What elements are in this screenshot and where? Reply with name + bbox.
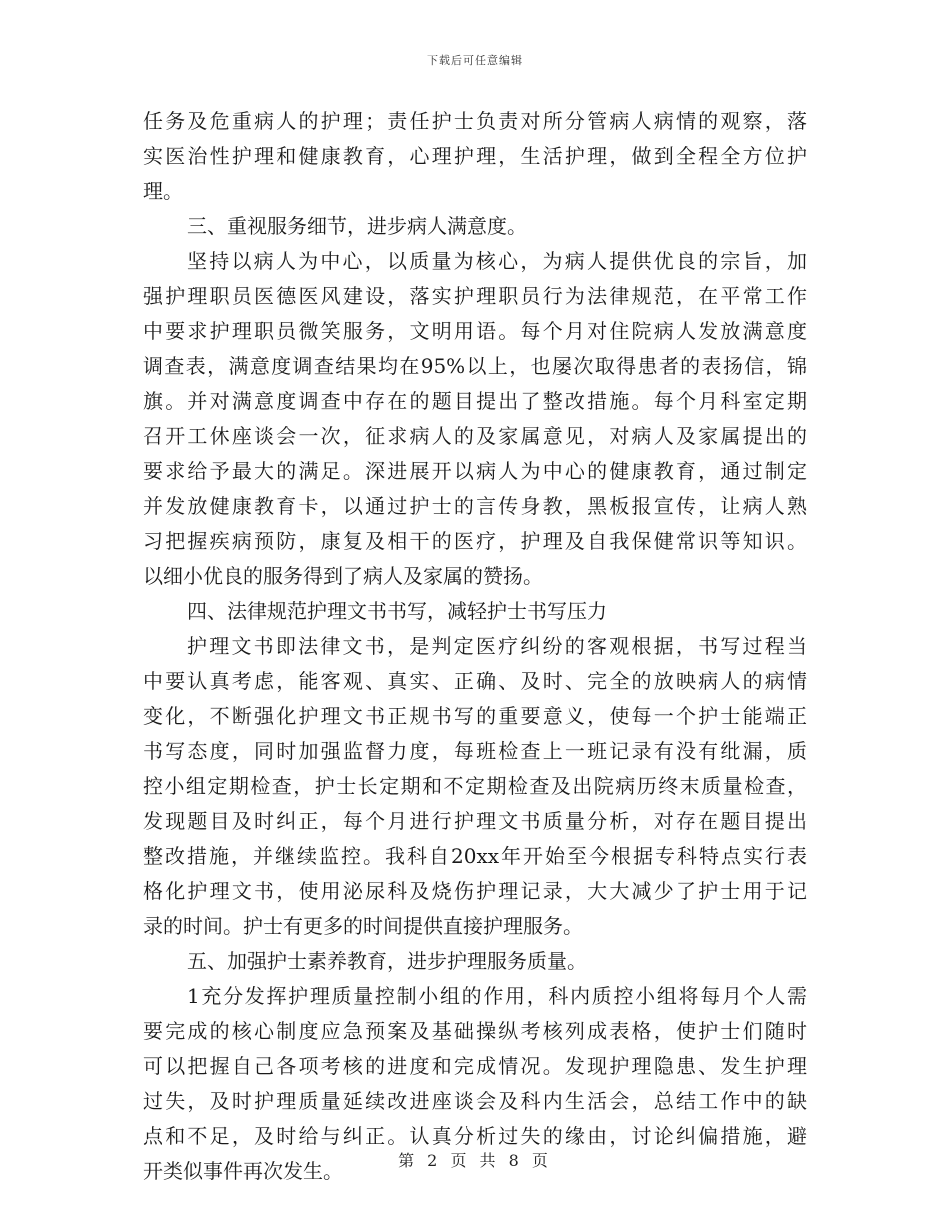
document-body bbox=[143, 104, 807, 1189]
page-header: 下载后可任意编辑 bbox=[427, 54, 523, 67]
page-number: 第 2 页 共 8 页 bbox=[398, 1151, 552, 1170]
text-line: 变化，不断强化护理文书正规书写的重要意义，使每一个护士能端正 bbox=[143, 704, 807, 728]
text-line: 可以把握自己各项考核的进度和完成情况。发现护理隐患、发生护理 bbox=[143, 1054, 807, 1078]
text-line: 护理文书即法律文书，是判定医疗纠纷的客观根据，书写过程当 bbox=[187, 634, 807, 658]
text-line: 控小组定期检查，护士长定期和不定期检查及出院病历终末质量检查， bbox=[143, 774, 807, 798]
text-line: 书写态度，同时加强监督力度，每班检查上一班记录有没有纰漏，质 bbox=[143, 739, 807, 763]
text-line: 格化护理文书，使用泌尿科及烧伤护理记录，大大减少了护士用于记 bbox=[143, 879, 807, 903]
text-line: 中要认真考虑，能客观、真实、正确、及时、完全的放映病人的病情 bbox=[143, 669, 807, 693]
text-line: 四、法律规范护理文书书写，减轻护士书写压力 bbox=[187, 599, 607, 623]
text-line: 强护理职员医德医风建设，落实护理职员行为法律规范，在平常工作 bbox=[143, 284, 807, 308]
text-line: 要完成的核心制度应急预案及基础操纵考核列成表格，使护士们随时 bbox=[143, 1019, 807, 1043]
text-line: 习把握疾病预防，康复及相干的医疗，护理及自我保健常识等知识。 bbox=[143, 529, 807, 553]
text-line: 1充分发挥护理质量控制小组的作用，科内质控小组将每月个人需 bbox=[187, 984, 807, 1008]
text-line: 三、重视服务细节，进步病人满意度。 bbox=[187, 214, 527, 238]
text-line: 旗。并对满意度调查中存在的题目提出了整改措施。每个月科室定期 bbox=[143, 389, 807, 413]
text-line: 过失，及时护理质量延续改进座谈会及科内生活会，总结工作中的缺 bbox=[143, 1089, 807, 1113]
text-line: 中要求护理职员微笑服务，文明用语。每个月对住院病人发放满意度 bbox=[143, 319, 807, 343]
text-line: 整改措施，并继续监控。我科自20xx年开始至今根据专科特点实行表 bbox=[143, 844, 807, 868]
text-line: 录的时间。护士有更多的时间提供直接护理服务。 bbox=[143, 914, 583, 938]
text-line: 五、加强护士素养教育，进步护理服务质量。 bbox=[187, 949, 587, 973]
text-line: 实医治性护理和健康教育，心理护理，生活护理，做到全程全方位护 bbox=[143, 144, 807, 168]
text-line: 要求给予最大的满足。深进展开以病人为中心的健康教育，通过制定 bbox=[143, 459, 807, 483]
text-line: 坚持以病人为中心，以质量为核心，为病人提供优良的宗旨，加 bbox=[187, 249, 807, 273]
text-line: 召开工休座谈会一次，征求病人的及家属意见，对病人及家属提出的 bbox=[143, 424, 807, 448]
text-line: 点和不足，及时给与纠正。认真分析过失的缘由，讨论纠偏措施，避 bbox=[143, 1124, 807, 1148]
text-line: 调查表，满意度调查结果均在95%以上，也屡次取得患者的表扬信，锦 bbox=[143, 354, 807, 378]
text-line: 并发放健康教育卡，以通过护士的言传身教，黑板报宣传，让病人熟 bbox=[143, 494, 807, 518]
text-line: 以细小优良的服务得到了病人及家属的赞扬。 bbox=[143, 564, 543, 588]
text-line: 发现题目及时纠正，每个月进行护理文书质量分析，对存在题目提出 bbox=[143, 809, 807, 833]
text-line: 开类似事件再次发生。 bbox=[143, 1159, 343, 1183]
text-line: 任务及危重病人的护理；责任护士负责对所分管病人病情的观察，落 bbox=[143, 109, 807, 133]
text-line: 理。 bbox=[143, 179, 183, 203]
